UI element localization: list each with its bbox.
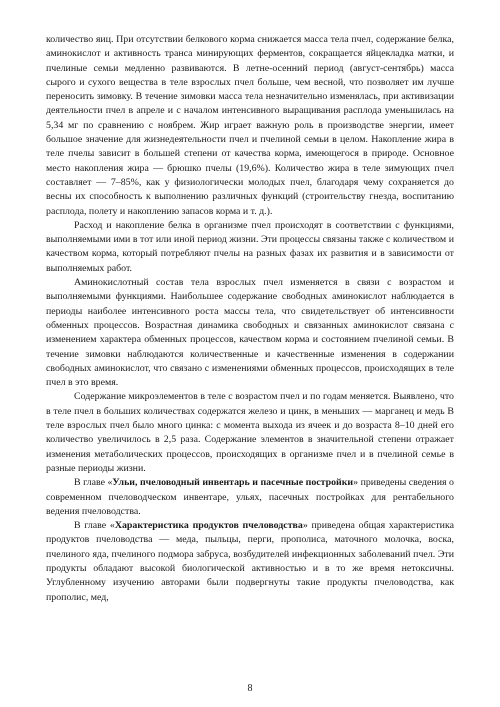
body-text: [46, 33, 454, 605]
text-run: Содержание микроэлементов в теле с возрастом пчел и по годам меняется. Выявлено, что в теле пчел в больших количествах содержатся железо и цинк, в меньших — марганец и медь В теле взрослых пчел было много цинка: с момента выхода из ячеек и до возраста 8–10 дней его количество увеличилось в 2,5 раза. Содержание элементов в значительной степени отражает изменения метаболических процессов, происходящих в организме пчел и в пчелиной семье в разные периоды жизни.: [46, 391, 454, 474]
text-run: В главе «: [74, 520, 115, 532]
paragraph: [46, 33, 454, 219]
paragraph: [46, 219, 454, 276]
text-run: В главе «: [74, 477, 113, 489]
text-run: » приведены сведения о современном пчеловодческом инвентаре, ульях, пасечных постройках для рентабельного ведения пчеловодства.: [46, 477, 454, 517]
text-run: количество яиц. При отсутствии белкового корма снижается масса тела пчел, содержание белка, аминокислот и активность транса минирующих ферментов, сокращается яйцекладка матки, и пчелиные семьи медленно развиваются. В летне-осенний период (август-сентябрь) масса сырого и сухого вещества в теле взрослых пчел больше, чем весной, что позволяет им лучше переносить зимовку. В течение зимовки масса тела незначительно изменялась, при активизации деятельности пчел в апреле и с началом интенсивного выращивания расплода уменьшилась на 5,34 мг по сравнению с ноябрем. Жир играет важную роль в производстве энергии, имеет большое значение для жизнедеятельности пчел и пчелиной семьи в целом. Накопление жира в теле пчелы зависит в большей степени от качества корма, имеющегося в природе. Основное место накопления жира — брюшко пчелы (19,6%). Количество жира в теле зимующих пчел составляет — 7–85%, как у физиологически молодых пчел, благодаря чему сохраняется до весны их способность к выполнению различных функций (строительству гнезда, воспитанию расплода, полету и накоплению запасов корма и т. д.).: [46, 34, 454, 217]
text-run: Расход и накопление белка в организме пчел происходят в соответствии с функциями, выполняемыми ими в тот или иной период жизни. Эти процессы связаны также с количеством и качеством корма, который потребляют пчелы на разных фазах их развития и в зависимости от выполняемых работ.: [46, 219, 454, 274]
bold-chapter-title: Характеристика продуктов пчеловодства: [114, 520, 303, 532]
bold-chapter-title: Ульи, пчеловодный инвентарь и пасечные постройки: [112, 477, 354, 489]
paragraph: [46, 390, 454, 476]
text-run: Аминокислотный состав тела взрослых пчел изменяется в связи с возрастом и выполняемыми функциями. Наибольшее содержание свободных аминокислот наблюдается в периоды наиболее интенсивного роста массы тела, что свидетельствует об интенсивности обменных процессов. Возрастная динамика свободных и связанных аминокислот связана с изменением характера обменных процессов, качеством корма и состоянием пчелиной семьи. В течение зимовки наблюдаются количественные и качественные изменения в содержании свободных аминокислот, что связано с изменениями обменных процессов, происходящих в теле пчел в это время.: [46, 277, 454, 389]
page-number: 8: [247, 683, 253, 694]
paragraph: [46, 276, 454, 390]
paragraph: [46, 519, 454, 605]
paragraph: [46, 476, 454, 519]
text-run: » приведена общая характеристика продуктов пчеловодства — меда, пыльцы, перги, прополиса, маточного молочка, воска, пчелиного яда, пчелиного подмора забруса, возбудителей инфекционных заболеваний пчел. Эти продукты обладают высокой биологической активностью и в то же время нетоксичны. Углубленному изучению авторами были подвергнуты такие продукты пчеловодства, как прополис, мед,: [46, 520, 454, 603]
